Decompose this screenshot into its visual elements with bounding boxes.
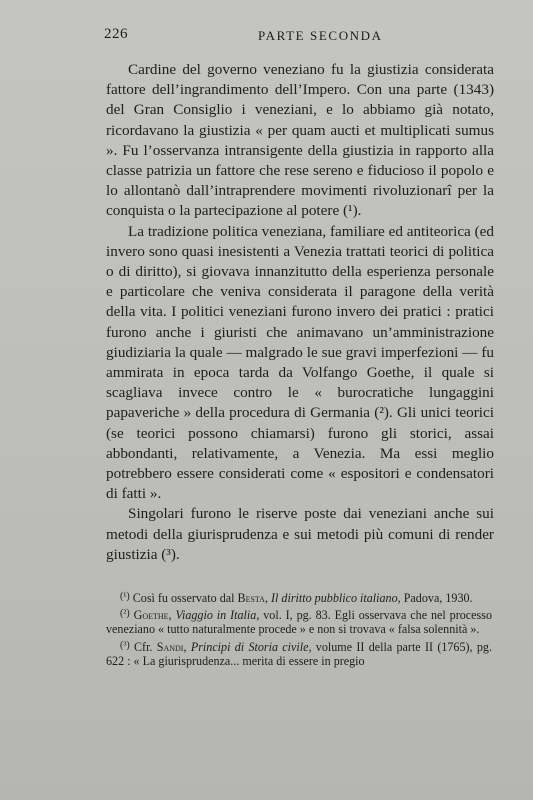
page-number: 226 xyxy=(104,26,128,42)
footnotes xyxy=(106,590,492,670)
page-header xyxy=(0,26,533,48)
running-head: PARTE SECONDA xyxy=(258,28,383,43)
footnote-mark: (³) xyxy=(120,639,130,651)
footnote-author: Goethe xyxy=(133,608,169,623)
footnote-1: $^{(^1)}$ Così fu osservato dal Besta, Il diritto pubblico italiano, Padova, 1930. xyxy=(120,591,473,605)
footnote-author: Sandi xyxy=(156,639,184,654)
body-text xyxy=(106,60,494,565)
footnote-title: Viaggio in Italia xyxy=(175,608,257,623)
footnote-mark: (¹) xyxy=(120,591,130,602)
paragraph: Cardine del governo veneziano fu la giustizia considerata fattore dell’ingrandimento dell’Impero. Con una parte (1343) del Gran Consiglio i veneziani, e lo abbiamo già notato, ricordavano la giustizia « per quam aucti et multiplicati sumus ». Fu l’osservanza intransigente della giustizia in rapporto alla classe patrizia un fattore che rese sereno e fiducioso il popolo e lo allontanò dall’intraprendere movimenti rivoluzionarî per la conquista o la partecipazione al potere (¹). xyxy=(106,61,494,220)
paragraph: La tradizione politica veneziana, familiare ed antiteorica (ed invero sono quasi inesistenti a Venezia trattati teorici di politica o di diritto), si giovava innanzitutto della esperienza personale e particolare che veniva considerata il paragone della verità della vita. I politici veneziani furono invero dei pratici : pratici furono anche i giuristi che animavano un’amministrazione giudiziaria la quale — malgrado le sue gravi imperfezioni — fu ammirata in epoca tarda da Volfango Goethe, il quale si scagliava invece contro le « burocratiche lungaggini papaveriche » della procedura di Germania (²). Gli unici teorici (se teorici possono chiamarsi) furono gli storici, assai abbondanti, relativamente, a Venezia. Ma essi meglio potrebbero essere considerati come « espositori e condensatori di fatti ». xyxy=(106,222,494,503)
footnote-mark: (²) xyxy=(120,608,130,620)
footnote-author: Besta xyxy=(237,591,265,605)
footnote-3: $^{(^3)}$ Cfr. Sandi, Principi di Storia civile, volume II della parte II (1765), pg. 622 : « La giurisprudenza... merita di essere in pregio xyxy=(106,639,492,668)
footnote-title: Il diritto pubblico italiano xyxy=(271,591,398,605)
paragraph: Singolari furono le riserve poste dai veneziani anche sui metodi della giurisprudenza e sui metodi più comuni di render giustizia (³). xyxy=(106,505,494,563)
footnote-title: Principi di Storia civile xyxy=(190,639,309,654)
footnote-2: $^{(^2)}$ Goethe, Viaggio in Italia, vol. I, pg. 83. Egli osservava che nel processo veneziano « tutto naturalmente procede » e non si trovava « falsa solennità ». xyxy=(106,608,492,637)
